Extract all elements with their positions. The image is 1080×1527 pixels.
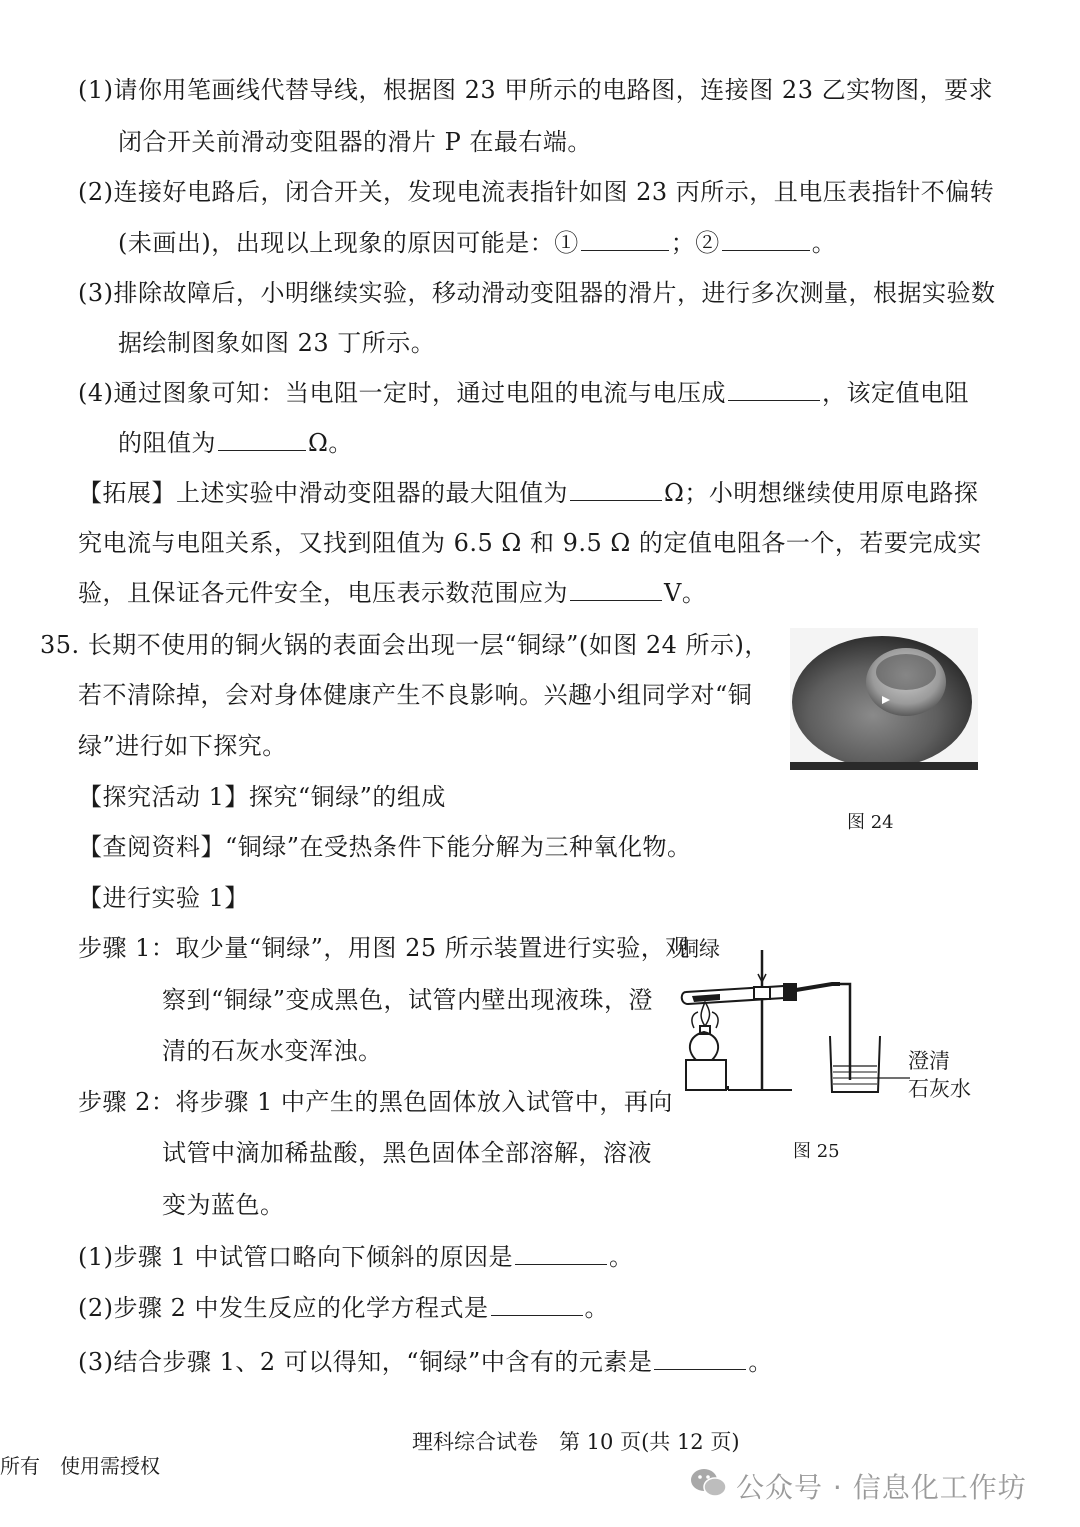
step1-line3: 清的石灰水变浑浊。 — [162, 1037, 383, 1065]
extension-line1 — [78, 478, 978, 508]
flame-icon — [701, 1002, 709, 1026]
watermark-text: 公众号 · 信息化工作坊 — [736, 1471, 1027, 1504]
activity-heading: 【探究活动 1】探究“铜绿”的组成 — [78, 783, 446, 811]
step2-line2: 试管中滴加稀盐酸，黑色固体全部溶解，溶液 — [162, 1139, 652, 1167]
text: (2)步骤 2 中发生反应的化学方程式是 — [78, 1294, 489, 1322]
answer-blank[interactable] — [654, 1347, 746, 1370]
text: (1)步骤 1 中试管口略向下倾斜的原因是 — [78, 1243, 514, 1271]
text: 验，且保证各元件安全，电压表示数范围应为 — [78, 579, 568, 607]
text: V。 — [664, 579, 707, 607]
step2-line3: 变为蓝色。 — [162, 1191, 285, 1219]
figure-24-caption: 图 24 — [847, 812, 894, 833]
q35-part2 — [78, 1293, 609, 1323]
heating-apparatus-diagram — [672, 940, 922, 1100]
q35-part3 — [78, 1347, 773, 1377]
label-limewater-1: 澄清 — [908, 1049, 950, 1073]
text: (3)结合步骤 1、2 可以得知，“铜绿”中含有的元素是 — [78, 1348, 653, 1376]
extension-line2: 究电流与电阻关系，又找到阻值为 6.5 Ω 和 9.5 Ω 的定值电阻各一个，若要完成实 — [78, 529, 982, 557]
q35-stem-line3: 绿”进行如下探究。 — [78, 732, 287, 760]
text: Ω；小明想继续使用原电路探 — [664, 479, 979, 507]
text: 【拓展】上述实验中滑动变阻器的最大阻值为 — [78, 479, 568, 507]
text: ；② — [670, 229, 720, 257]
answer-blank[interactable] — [218, 428, 306, 451]
q-prev-part2-line2 — [118, 228, 836, 258]
q-prev-part4-line1 — [78, 378, 969, 408]
answer-blank[interactable] — [722, 228, 810, 251]
text: ，该定值电阻 — [822, 379, 969, 407]
q-prev-part1-line1: (1)请你用笔画线代替导线，根据图 23 甲所示的电路图，连接图 23 乙实物图，要求 — [78, 76, 994, 104]
answer-blank[interactable] — [570, 478, 662, 501]
text: 的阻值为 — [118, 429, 216, 457]
text: Ω。 — [308, 429, 353, 457]
q-prev-part4-line2 — [118, 428, 353, 458]
label-limewater-2: 石灰水 — [908, 1077, 971, 1101]
wechat-icon — [690, 1466, 728, 1500]
copyright-notice: 所有 使用需授权 — [0, 1454, 160, 1478]
page-footer: 理科综合试卷 第 10 页(共 12 页) — [412, 1430, 740, 1454]
experiment-heading: 【进行实验 1】 — [78, 884, 249, 912]
q35-stem-line2: 若不清除掉，会对身体健康产生不良影响。兴趣小组同学对“铜 — [78, 681, 753, 709]
q35-part1 — [78, 1242, 634, 1272]
step2-line1: 步骤 2：将步骤 1 中产生的黑色固体放入试管中，再向 — [78, 1088, 673, 1116]
q-prev-part1-line2: 闭合开关前滑动变阻器的滑片 P 在最右端。 — [118, 128, 592, 156]
reference-note: 【查阅资料】“铜绿”在受热条件下能分解为三种氧化物。 — [78, 833, 692, 861]
answer-blank[interactable] — [581, 228, 669, 251]
lamp-base — [686, 1060, 726, 1090]
text: (4)通过图象可知：当电阻一定时，通过电阻的电流与电压成 — [78, 379, 726, 407]
text: 。 — [748, 1348, 773, 1376]
label-copper-green: 铜绿 — [678, 937, 720, 961]
q-prev-part3-line2: 据绘制图象如图 23 丁所示。 — [118, 329, 436, 357]
q35-stem-line1: 35. 长期不使用的铜火锅的表面会出现一层“铜绿”(如图 24 所示)， — [40, 631, 769, 659]
answer-blank[interactable] — [515, 1242, 607, 1265]
step1-line2: 察到“铜绿”变成黑色，试管内壁出现液珠，澄 — [162, 986, 654, 1014]
copper-green-sample — [692, 994, 720, 1002]
answer-blank[interactable] — [728, 378, 820, 401]
text: 。 — [584, 1294, 610, 1322]
step1-line1: 步骤 1：取少量“铜绿”，用图 25 所示装置进行实验，观 — [78, 934, 690, 962]
alcohol-lamp — [690, 1032, 718, 1060]
q-prev-part3-line1: (3)排除故障后，小明继续实验，移动滑动变阻器的滑片，进行多次测量，根据实验数 — [78, 279, 996, 307]
answer-blank[interactable] — [570, 578, 662, 601]
text: 。 — [609, 1243, 634, 1271]
text: (未画出)，出现以上现象的原因可能是：① — [118, 229, 579, 257]
extension-line3 — [78, 578, 706, 608]
text: 。 — [811, 229, 837, 257]
q-prev-part2-line1: (2)连接好电路后，闭合开关，发现电流表指针如图 23 丙所示，且电压表指针不偏转 — [78, 178, 995, 206]
answer-blank[interactable] — [491, 1293, 583, 1316]
figure-25-caption: 图 25 — [793, 1141, 840, 1162]
copper-pot-photo — [790, 628, 978, 770]
